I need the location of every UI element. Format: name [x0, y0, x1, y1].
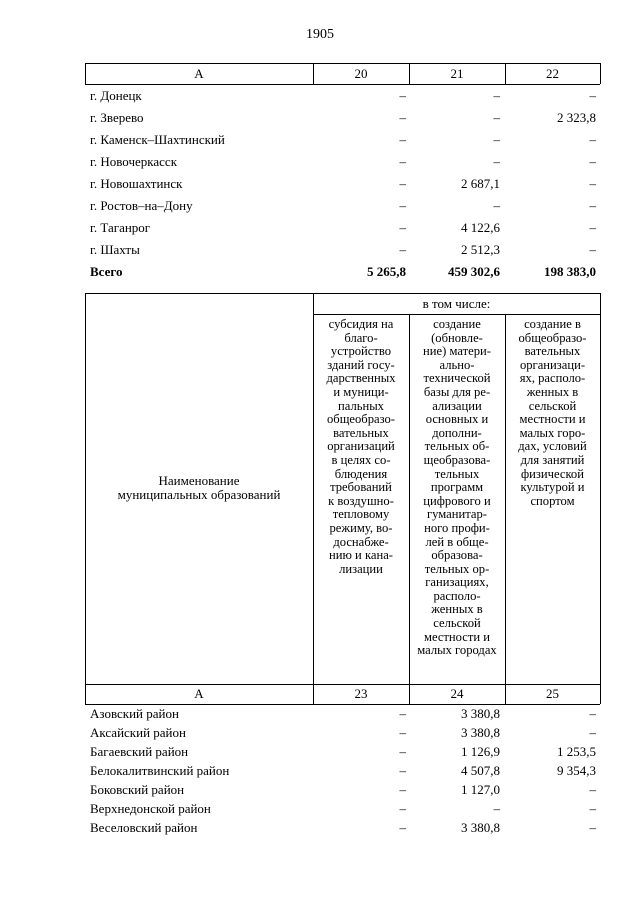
header-line: основных и: [425, 412, 489, 427]
table-1-header-name-col: А: [194, 66, 204, 81]
row-name: Веселовский район: [90, 820, 198, 835]
row-name: Аксайский район: [90, 725, 186, 740]
header-line: для занятий: [520, 452, 585, 467]
header-line: малых горо-: [519, 425, 586, 440]
header-line: щеобразова-: [423, 452, 491, 467]
table-2-header-group: в том числе:: [422, 296, 491, 311]
cell-20: –: [399, 110, 406, 125]
cell-23: –: [399, 801, 406, 816]
table-2-index-bottom-border: [85, 704, 600, 705]
header-line: физической: [521, 466, 584, 481]
table-2-index-name-col: А: [194, 686, 204, 701]
cell-22: –: [589, 242, 596, 257]
header-line: ного профи-: [424, 520, 490, 535]
cell-20: –: [399, 242, 406, 257]
header-line: ализации: [432, 398, 482, 413]
header-line: образова-: [431, 548, 483, 563]
header-line: блюдения: [334, 466, 388, 481]
row-name: Верхнедонской район: [90, 801, 211, 816]
row-name: Багаевский район: [90, 744, 189, 759]
total-22: 198 383,0: [544, 264, 596, 279]
header-line: технической: [423, 371, 491, 386]
row-name: Азовский район: [90, 706, 179, 721]
cell-25: –: [589, 706, 596, 721]
header-line: устройство: [330, 344, 392, 359]
header-line: пальных: [338, 398, 384, 413]
cell-24: –: [493, 801, 500, 816]
header-line: создание в: [524, 317, 581, 331]
cell-21: 2 512,3: [461, 242, 500, 257]
row-name: г. Донецк: [90, 88, 142, 103]
cell-24: 4 507,8: [461, 763, 500, 778]
header-line: ально-: [439, 357, 475, 372]
page-number: 1905: [306, 27, 334, 42]
table-1-header-top-border: [85, 63, 600, 64]
row-name: г. Каменск–Шахтинский: [90, 132, 225, 147]
header-line: требований: [330, 480, 392, 495]
row-name: Белокалитвинский район: [90, 763, 230, 778]
header-line: доснабже-: [333, 534, 389, 549]
cell-23: –: [399, 725, 406, 740]
header-line: ние) матери-: [423, 344, 491, 359]
header-line: цифрового и: [423, 493, 491, 508]
cell-22: –: [589, 176, 596, 191]
table-1-header-col-22: 22: [546, 66, 559, 81]
total-21: 459 302,6: [448, 264, 500, 279]
table-1-header-col-20: 20: [354, 66, 368, 81]
row-name: г. Таганрог: [90, 220, 151, 235]
cell-20: –: [399, 88, 406, 103]
header-line: дах, условий: [518, 439, 587, 454]
header-line: организаци-: [519, 357, 586, 372]
header-line: программ: [430, 480, 484, 495]
table-2-header-col-24: [409, 318, 505, 658]
cell-25: –: [589, 801, 596, 816]
cell-24: 1 127,0: [461, 782, 500, 797]
table-2-index-col-23: 23: [354, 686, 368, 701]
table-2-header-name-col: [85, 474, 313, 502]
header-line: общеобразо-: [518, 330, 587, 345]
header-line: к воздушно-: [328, 493, 394, 508]
header-line: женных в: [526, 384, 579, 399]
header-line: ях, располо-: [519, 371, 586, 386]
header-line: организаций: [327, 439, 395, 454]
table-2-header-divider: [85, 684, 600, 685]
cell-20: –: [399, 198, 406, 213]
header-line: тельных об-: [424, 439, 490, 454]
header-line: располо-: [433, 588, 481, 603]
header-line: дарственных: [326, 371, 396, 386]
table-2-index-col-24: 24: [450, 686, 464, 701]
header-line: вательных: [524, 344, 581, 359]
row-name: г. Шахты: [90, 242, 140, 257]
cell-22: –: [589, 154, 596, 169]
cell-21: –: [493, 110, 500, 125]
table-2-group-divider: [313, 314, 600, 315]
table-1-header-bottom-border: [85, 84, 600, 85]
cell-22: –: [589, 88, 596, 103]
cell-23: –: [399, 706, 406, 721]
cell-21: –: [493, 198, 500, 213]
cell-20: –: [399, 154, 406, 169]
header-line: тельных: [434, 466, 480, 481]
cell-21: –: [493, 88, 500, 103]
table-2-header-col-23: [313, 318, 409, 576]
table-1-header-col-21: 21: [450, 66, 464, 81]
cell-20: –: [399, 220, 406, 235]
row-name: Боковский район: [90, 782, 185, 797]
table-2-header-col-25: [505, 318, 600, 508]
header-line: сельской: [528, 398, 577, 413]
header-line: тепловому: [332, 507, 390, 522]
cell-25: 9 354,3: [557, 763, 596, 778]
header-line: тельных ор-: [424, 561, 490, 576]
header-line: (обновле-: [431, 330, 483, 345]
header-name-line: муниципальных образований: [117, 487, 281, 502]
row-name: г. Новошахтинск: [90, 176, 183, 191]
cell-23: –: [399, 820, 406, 835]
cell-23: –: [399, 763, 406, 778]
cell-25: 1 253,5: [557, 744, 596, 759]
cell-20: –: [399, 132, 406, 147]
header-line: лизации: [339, 561, 383, 576]
cell-25: –: [589, 725, 596, 740]
header-line: спортом: [530, 493, 575, 508]
total-label: Всего: [90, 264, 123, 279]
row-name: г. Новочеркасск: [90, 154, 178, 169]
cell-24: 3 380,8: [461, 706, 500, 721]
header-line: дополни-: [432, 425, 482, 440]
cell-21: 4 122,6: [461, 220, 500, 235]
header-line: и муници-: [333, 384, 389, 399]
cell-24: 3 380,8: [461, 725, 500, 740]
header-line: в целях со-: [331, 452, 391, 467]
cell-25: –: [589, 782, 596, 797]
cell-21: 2 687,1: [461, 176, 500, 191]
header-line: субсидия на: [328, 317, 394, 331]
cell-20: –: [399, 176, 406, 191]
cell-25: –: [589, 820, 596, 835]
cell-21: –: [493, 154, 500, 169]
table-2-index-col-25: 25: [546, 686, 559, 701]
cell-22: –: [589, 132, 596, 147]
header-line: ганизациях,: [425, 575, 489, 590]
header-line: благо-: [344, 330, 378, 345]
header-line: сельской: [433, 616, 481, 631]
header-line: нию и кана-: [329, 548, 393, 563]
cell-23: –: [399, 744, 406, 759]
header-line: зданий госу-: [327, 357, 395, 372]
header-line: малых городах: [417, 643, 497, 658]
cell-24: 3 380,8: [461, 820, 500, 835]
cell-21: –: [493, 132, 500, 147]
total-20: 5 265,8: [367, 264, 406, 279]
cell-24: 1 126,9: [461, 744, 500, 759]
cell-22: 2 323,8: [557, 110, 596, 125]
cell-23: –: [399, 782, 406, 797]
header-line: базы для ре-: [423, 384, 491, 399]
header-line: режиму, во-: [329, 520, 393, 535]
header-line: местности и: [519, 412, 586, 427]
row-name: г. Ростов–на–Дону: [90, 198, 193, 213]
table-1-header-divider: [600, 63, 601, 84]
table-2-top-border: [85, 293, 600, 294]
cell-22: –: [589, 198, 596, 213]
header-line: женных в: [431, 602, 483, 617]
header-line: гуманитар-: [427, 507, 487, 522]
header-line: вательных: [333, 425, 389, 440]
cell-22: –: [589, 220, 596, 235]
row-name: г. Зверево: [90, 110, 144, 125]
header-line: создание: [433, 317, 481, 331]
header-line: лей в обще-: [425, 534, 489, 549]
header-line: культурой и: [520, 480, 585, 495]
header-line: местности и: [423, 629, 491, 644]
table-2-col-divider: [600, 293, 601, 704]
header-name-line: Наименование: [158, 473, 240, 488]
header-line: общеобразо-: [327, 412, 395, 427]
